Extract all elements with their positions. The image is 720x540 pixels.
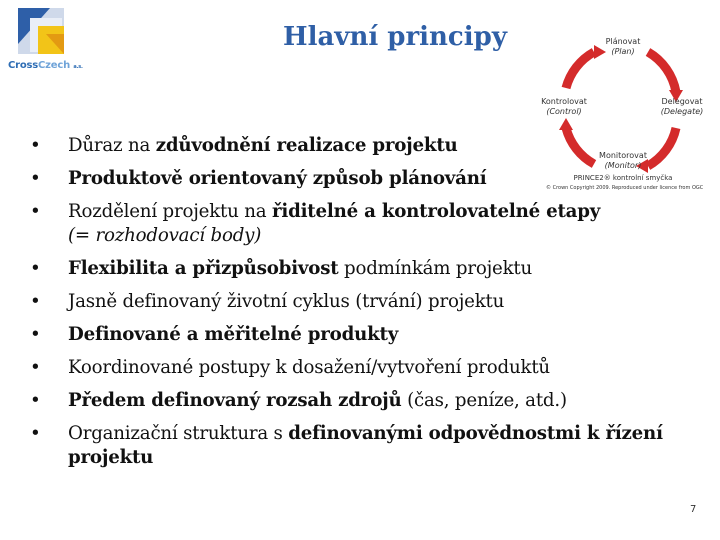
bullet-icon: • <box>30 390 41 411</box>
step-plan-en: (Plan) <box>611 47 635 56</box>
list-item <box>30 167 690 191</box>
slide-title: Hlavní principy <box>283 22 507 52</box>
bullet-icon: • <box>30 135 41 156</box>
copyright-notice: © Crown Copyright 2009. Reproduced under licence from OGC <box>546 185 704 191</box>
item-text: Důraz na <box>68 135 156 156</box>
list-item <box>30 356 690 380</box>
item-text: (čas, peníze, atd.) <box>401 390 567 411</box>
logo-emblem <box>8 4 94 64</box>
item-bold: zdůvodnění realizace projektu <box>155 135 458 156</box>
logo-wordmark <box>8 60 83 71</box>
list-item <box>30 389 690 413</box>
item-bold: řiditelné a kontrolovatelné etapy <box>271 201 601 222</box>
item-subtext: (= rozhodovací body) <box>68 225 262 246</box>
list-item <box>30 200 690 248</box>
bullet-icon: • <box>30 258 41 279</box>
step-delegate-en: (Delegate) <box>660 107 704 116</box>
bullet-icon: • <box>30 324 41 345</box>
list-item <box>30 290 690 314</box>
bullet-icon: • <box>30 201 41 222</box>
logo-suffix: a.s. <box>73 64 83 70</box>
item-bold: Flexibilita a přizpůsobivost <box>68 258 339 279</box>
step-monitor: Monitorovat <box>599 151 647 160</box>
step-delegate: Delegovat <box>661 97 703 106</box>
list-item <box>30 323 690 347</box>
logo-word-cross: Cross <box>8 60 39 71</box>
step-control: Kontrolovat <box>541 97 587 106</box>
bullet-icon: • <box>30 168 41 189</box>
item-text: Koordinované postupy k dosažení/vytvoření produktů <box>68 357 550 378</box>
list-item <box>30 422 690 470</box>
bullet-icon: • <box>30 291 41 312</box>
principles-list <box>30 134 690 479</box>
bullet-icon: • <box>30 423 41 444</box>
page-number: 7 <box>690 504 697 515</box>
item-bold: Předem definovaný rozsah zdrojů <box>68 390 402 411</box>
item-text: Organizační struktura s <box>68 423 289 444</box>
item-bold: definovanými odpovědnostmi k řízení projektu <box>68 423 663 468</box>
list-item <box>30 134 690 158</box>
bullet-icon: • <box>30 357 41 378</box>
step-control-en: (Control) <box>546 107 582 116</box>
step-monitor-en: (Monitor) <box>604 161 642 170</box>
list-item <box>30 257 690 281</box>
step-plan: Plánovat <box>605 37 641 46</box>
item-text: Rozdělení projektu na <box>68 201 272 222</box>
item-bold: Definované a měřitelné produkty <box>68 324 399 345</box>
item-text: Jasně definovaný životní cyklus (trvání) projektu <box>68 291 505 312</box>
item-text: podmínkám projektu <box>338 258 533 279</box>
diagram-caption: PRINCE2® kontrolní smyčka <box>573 174 673 182</box>
logo-word-czech: Czech <box>38 60 71 71</box>
item-bold: Produktově orientovaný způsob plánování <box>68 168 487 189</box>
